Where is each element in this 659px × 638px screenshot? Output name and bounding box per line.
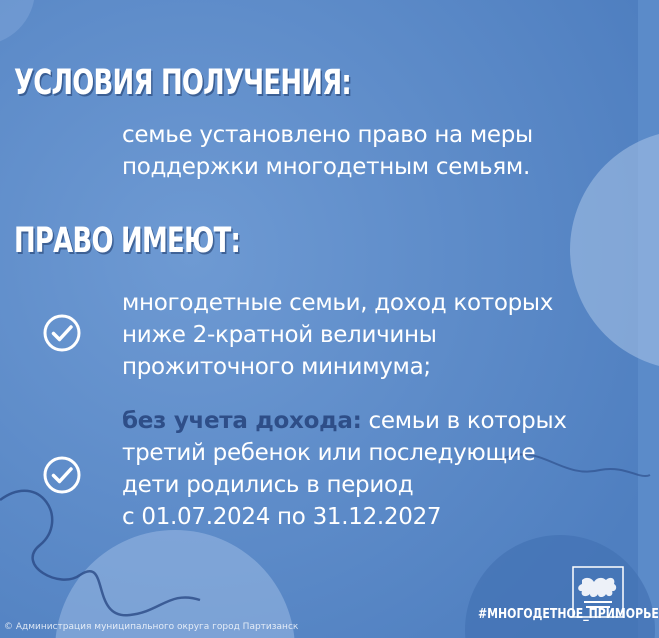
eligible-item-1-line: многодетные семьи, доход которых	[122, 290, 554, 316]
first-line-rest: семьи в которых	[361, 408, 567, 434]
conditions-text	[122, 119, 533, 183]
eligible-item-2-line: дети родились в период	[122, 472, 414, 498]
check-circle-icon	[42, 455, 82, 495]
eligible-item-2-line: третий ребенок или последующие	[122, 440, 536, 466]
check-circle-icon	[42, 313, 82, 353]
eligible-item-2-first-line	[122, 405, 567, 437]
eligible-item-1-line: прожиточного минимума;	[122, 354, 431, 380]
hashtag: #МНОГОДЕТНОЕ_ПРИМОРЬЕ	[478, 607, 659, 622]
coat-of-arms-icon	[572, 566, 624, 618]
conditions-line: поддержки многодетным семьям.	[122, 154, 530, 180]
conditions-line: семье установлено право на меры	[122, 122, 533, 148]
eligible-item-1-line: ниже 2-кратной величины	[122, 322, 437, 348]
without-income-label: без учета дохода:	[122, 408, 362, 434]
eligible-item-2-line: с 01.07.2024 по 31.12.2027	[122, 504, 442, 530]
eligible-item-2	[122, 405, 567, 533]
conditions-heading: УСЛОВИЯ ПОЛУЧЕНИЯ:	[14, 63, 352, 103]
copyright-text: © Администрация муниципального округа город Партизанск	[4, 622, 299, 632]
eligible-heading: ПРАВО ИМЕЮТ:	[14, 221, 241, 261]
eligible-item-1	[122, 287, 553, 383]
